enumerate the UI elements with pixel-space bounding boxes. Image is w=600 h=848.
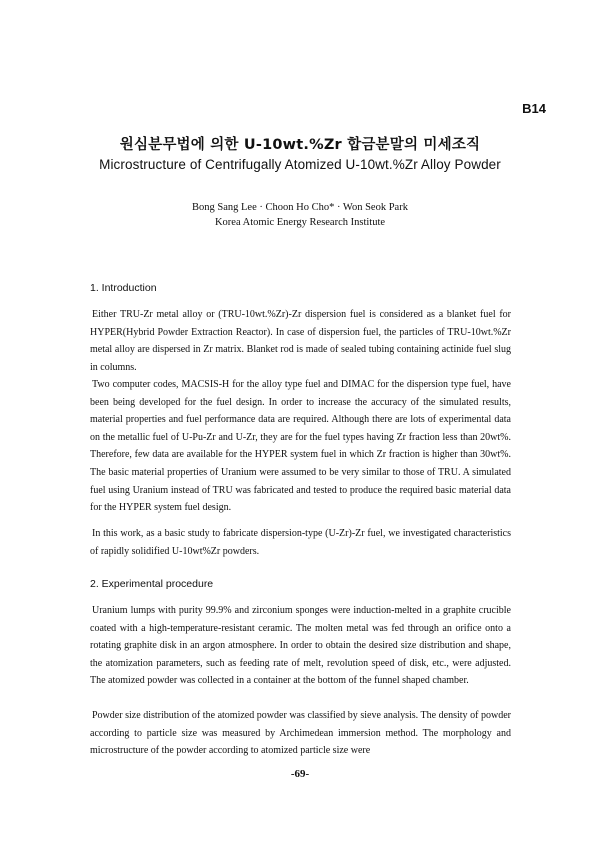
korean-title: 원심분무법에 의한 U-10wt.%Zr 합금분말의 미세조직 <box>119 137 481 153</box>
section-heading-introduction: 1. Introduction <box>90 282 157 294</box>
section-heading-experimental: 2. Experimental procedure <box>90 578 214 590</box>
experimental-paragraph-1: Uranium lumps with purity 99.9% and zirconium sponges were induction-melted in a graphite crucible coated with a high-temperature-resistant ceramic. The molten metal was fed through an orifice onto a rotating graphite disk in an argon atmosphere. In order to obtain the desired size distribution and shape, the atomization parameters, such as feeding rate of melt, revolution speed of disk, etc., were adjusted. The atomized powder was collected in a container at the bottom of the funnel shaped chamber. <box>90 605 511 687</box>
experimental-paragraph-2: Powder size distribution of the atomized powder was classified by sieve analysis. The density of powder according to particle size was measured by Archimedean immersion method. The morphology and microstructure of the powder according to atomized particle size were <box>90 710 511 757</box>
page-number: -69- <box>290 768 310 780</box>
english-title: Microstructure of Centrifugally Atomized U-10wt.%Zr Alloy Powder <box>99 157 501 172</box>
intro-paragraph-2: Two computer codes, MACSIS-H for the alloy type fuel and DIMAC for the dispersion type fuel, have been being developed for the fuel design. In order to increase the accuracy of the simulated results, material properties and fuel performance data are required. Although there are lots of experimental data on the metallic fuel of U-Pu-Zr and U-Zr, they are for the fuel types having Zr fraction less than 20wt%. Therefore, few data are available for the HYPER system fuel in which Zr fraction is higher than 30wt%. The basic material properties of Uranium were assumed to be very similar to those of TRU. A simulated fuel using Uranium instead of TRU was fabricated and tested to produce the required basic material data for the HYPER system fuel design. <box>90 379 511 514</box>
abstract-code: B14 <box>522 101 546 116</box>
intro-paragraph-1: Either TRU-Zr metal alloy or (TRU-10wt.%Zr)-Zr dispersion fuel is considered as a blanket fuel for HYPER(Hybrid Powder Extraction Reactor). In case of dispersion fuel, the particles of TRU-10wt.%Zr metal alloy are dispersed in Zr matrix. Blanket rod is made of sealed tubing containing actinide fuel slug in columns. <box>90 309 511 373</box>
author-list: Bong Sang Lee · Choon Ho Cho* · Won Seok Park <box>192 202 408 213</box>
intro-paragraph-3: In this work, as a basic study to fabricate dispersion-type (U-Zr)-Zr fuel, we investigated characteristics of rapidly solidified U-10wt%Zr powders. <box>90 528 511 557</box>
affiliation: Korea Atomic Energy Research Institute <box>214 217 386 228</box>
